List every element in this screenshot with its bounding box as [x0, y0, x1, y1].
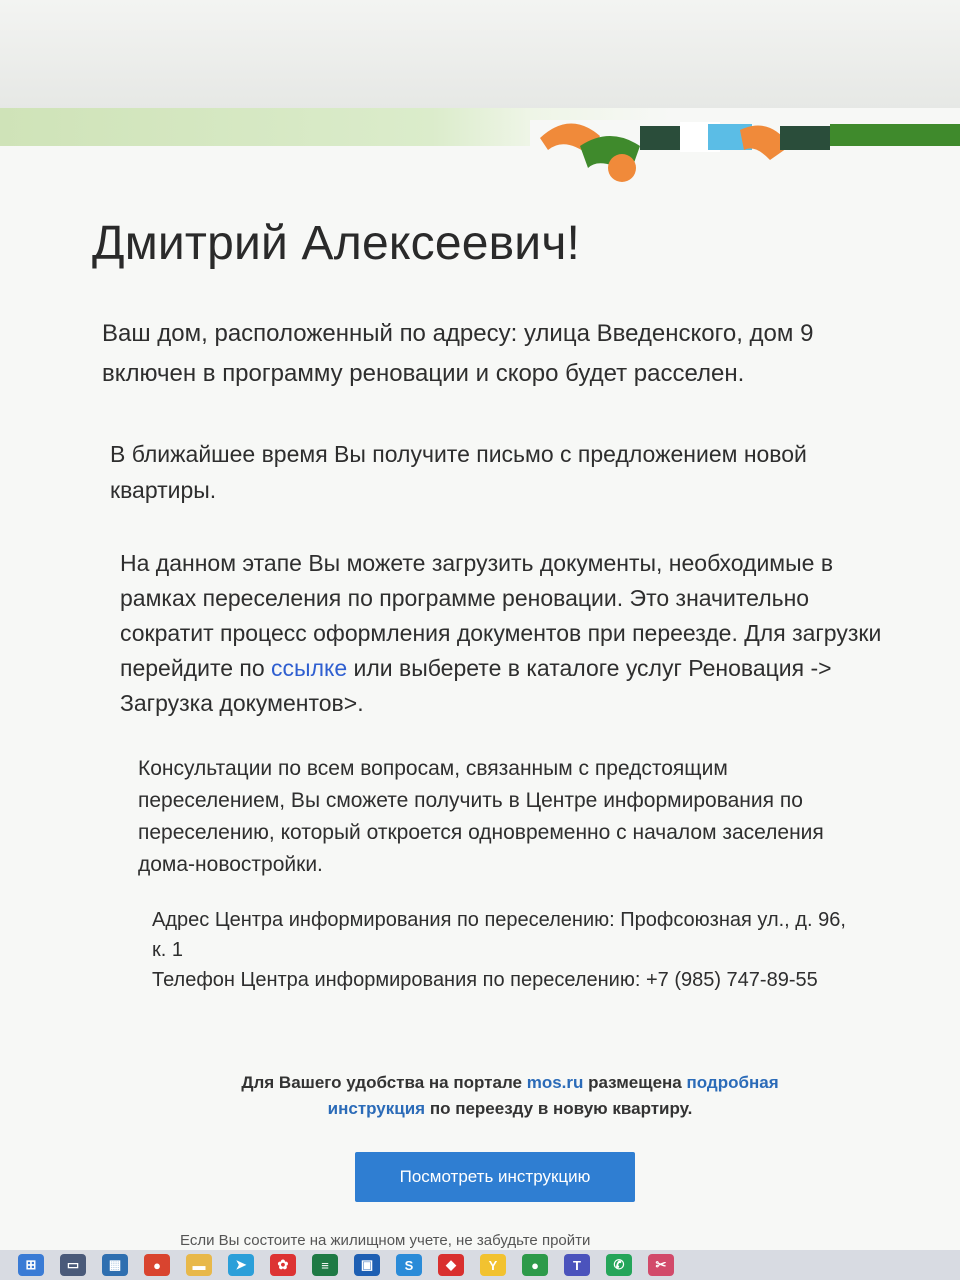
instruction-note: [210, 1070, 810, 1122]
teams-icon[interactable]: T: [564, 1254, 590, 1276]
taskview-icon[interactable]: ▭: [60, 1254, 86, 1276]
cut-off-text: Если Вы состоите на жилищном учете, не забудьте пройти: [180, 1232, 591, 1249]
chrome-icon-2[interactable]: ●: [522, 1254, 548, 1276]
snipping-icon[interactable]: ✂: [648, 1254, 674, 1276]
windows-start-icon[interactable]: ⊞: [18, 1254, 44, 1276]
center-phone: Телефон Центра информирования по переселению: +7 (985) 747-89-55: [152, 969, 818, 991]
center-address: Адрес Центра информирования по переселению: Профсоюзная ул., д. 96, к. 1: [152, 909, 846, 961]
paragraph-new-apartment-offer: В ближайшее время Вы получите письмо с предложением новой квартиры.: [110, 441, 807, 503]
yandex-icon[interactable]: ✿: [270, 1254, 296, 1276]
taskbar: [0, 1250, 960, 1280]
whatsapp-icon[interactable]: ✆: [606, 1254, 632, 1276]
mos-ru-link[interactable]: mos.ru: [526, 1073, 584, 1092]
telegram-icon[interactable]: ➤: [228, 1254, 254, 1276]
note-text-before: Для Вашего удобства на портале: [241, 1073, 527, 1092]
widgets-icon[interactable]: ▦: [102, 1254, 128, 1276]
note-text-middle: размещена: [583, 1073, 687, 1092]
upload-documents-link[interactable]: ссылке: [271, 655, 348, 681]
folder-icon[interactable]: ▬: [186, 1254, 212, 1276]
skype-icon[interactable]: S: [396, 1254, 422, 1276]
paragraph-consultation: Консультации по всем вопросам, связанным с предстоящим переселением, Вы сможете получить в Центре информирования по переселению, который откроется одновременно с началом заселения дома-новостройки.: [138, 757, 824, 876]
detailed-instruction-link[interactable]: подробная инструкция: [327, 1073, 779, 1118]
chrome-icon[interactable]: ●: [144, 1254, 170, 1276]
window-top-area: [0, 0, 960, 110]
email-body: [0, 108, 960, 1250]
anydesk-icon[interactable]: ◆: [438, 1254, 464, 1276]
paragraph-upload-documents: [120, 546, 900, 721]
view-instruction-button[interactable]: Посмотреть инструкцию: [355, 1152, 635, 1202]
outlook-icon[interactable]: ▣: [354, 1254, 380, 1276]
greeting-heading: Дмитрий Алексеевич!: [92, 217, 581, 270]
paragraph-house-included: Ваш дом, расположенный по адресу: улица Введенского, дом 9 включен в программу реновации и скоро будет расселен.: [102, 320, 814, 387]
upload-text-after: или выберете в каталоге услуг Реновация -> Загрузка документов>.: [120, 655, 832, 716]
excel-icon[interactable]: ≡: [312, 1254, 338, 1276]
note-text-after: по переезду в новую квартиру.: [425, 1099, 693, 1118]
upload-text-before: На данном этапе Вы можете загрузить документы, необходимые в рамках переселения по программе реновации. Это значительно сократит процесс оформления документов при переезде. Для загрузки перейдите по: [120, 550, 882, 681]
contact-info: [152, 905, 852, 995]
banner-illustration: [530, 116, 960, 186]
yandex-browser-icon[interactable]: Y: [480, 1254, 506, 1276]
